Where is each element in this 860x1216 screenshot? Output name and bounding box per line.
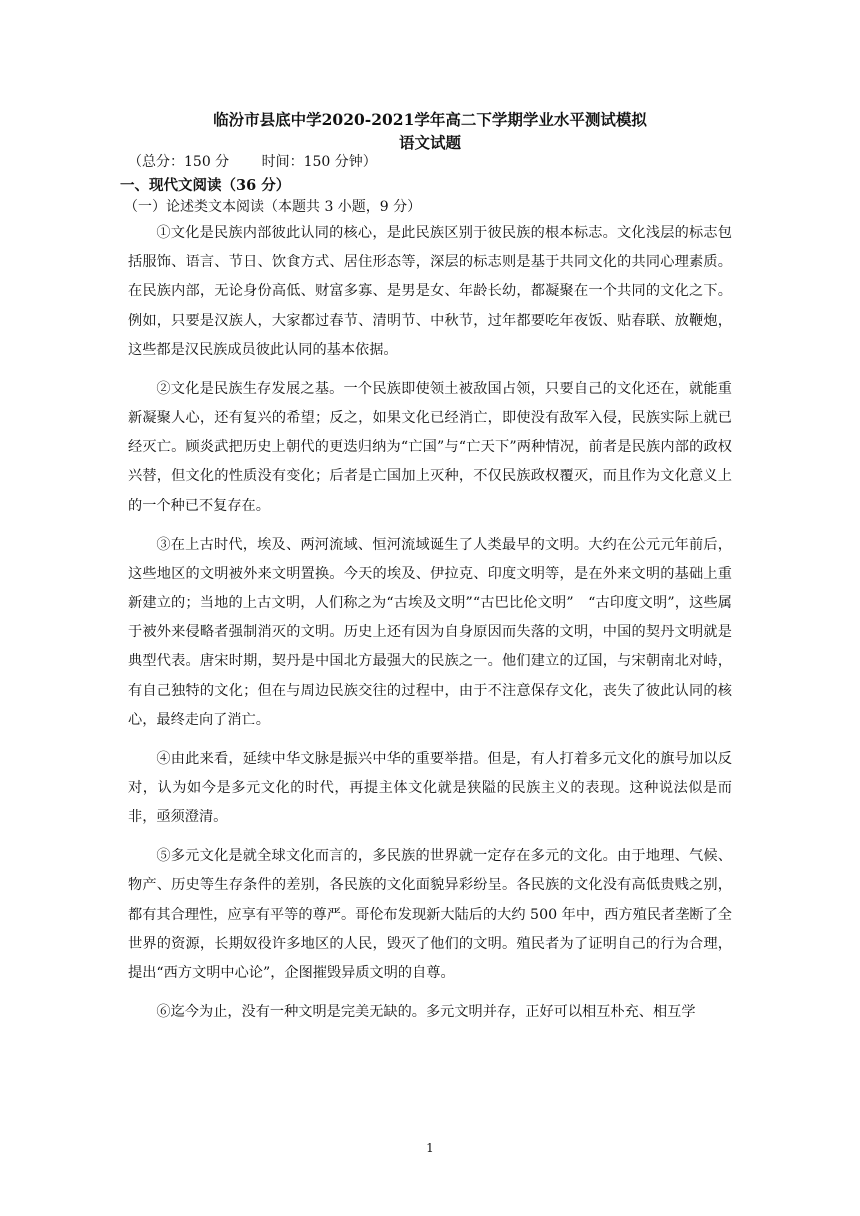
subsection-heading: （一）论述类文本阅读（本题共 3 小题，9 分） [124,199,422,215]
passage-body [128,219,732,1037]
paragraph-6: ⑥迄今为止，没有一种文明是完美无缺的。多元文明并存，正好可以相互朴充、相互学 [156,1004,696,1021]
page-number: 1 [426,1141,434,1155]
exam-subtitle: 语文试题 [398,133,461,152]
section-heading: 一、现代文阅读（36 分） [120,177,291,194]
paragraph-2: ②文化是民族生存发展之基。一个民族即使领土被敌国占领，只要自己的文化还在，就能重新凝聚人心，还有复兴的希望；反之，如果文化已经消亡，即使没有敌军入侵，民族实际上就已经灭亡。顾炎武把历史上朝代的更迭归纳为“亡国”与“亡天下”两种情况，前者是民族内部的政权兴替，但文化的性质没有变化；后者是亡国加上灭种，不仅民族政权覆灭，而且作为文化意义上的一个种已不复存在。 [128,380,732,514]
exam-meta: （总分：150 分 时间：150 分钟） [128,154,377,170]
exam-title: 临汾市县底中学2020-2021学年高二下学期学业水平测试模拟 [213,110,647,129]
paragraph-5: ⑤多元文化是就全球文化而言的，多民族的世界就一定存在多元的文化。由于地理、气候、物产、历史等生存条件的差别，各民族的文化面貌异彩纷呈。各民族的文化没有高低贵贱之别，都有其合理性，应享有平等的尊严。哥伦布发现新大陆后的大约 500 年中，西方殖民者垄断了全世界的资源，长期奴役许多地区的人民，毁灭了他们的文明。殖民者为了证明自己的行为合理，提出“西方文明中心论”，企图摧毁异质文明的自尊。 [128,848,732,982]
paragraph-4: ④由此来看，延续中华文脉是振兴中华的重要举措。但是，有人打着多元文化的旗号加以反对，认为如今是多元文化的时代，再提主体文化就是狭隘的民族主义的表现。这种说法似是而非，亟须澄清。 [128,750,732,826]
paragraph-3: ③在上古时代，埃及、两河流域、恒河流域诞生了人类最早的文明。大约在公元元年前后，这些地区的文明被外来文明置换。今天的埃及、伊拉克、印度文明等，是在外来文明的基础上重新建立的；当地的上古文明，人们称之为“古埃及文明”“古巴比伦文明” “古印度文明”，这些属于被外来侵略者强制消灭的文明。历史上还有因为自身原因而失落的文明，中国的契丹文明就是典型代表。唐宋时期，契丹是中国北方最强大的民族之一。他们建立的辽国，与宋朝南北对峙，有自己独特的文化；但在与周边民族交往的过程中，由于不注意保存文化，丧失了彼此认同的核心，最终走向了消亡。 [128,536,732,728]
paragraph-1: ①文化是民族内部彼此认同的核心，是此民族区别于彼民族的根本标志。文化浅层的标志包括服饰、语言、节日、饮食方式、居住形态等，深层的标志则是基于共同文化的共同心理素质。在民族内部，无论身份高低、财富多寡、是男是女、年龄长幼，都凝聚在一个共同的文化之下。例如，只要是汉族人，大家都过春节、清明节、中秋节，过年都要吃年夜饭、贴春联、放鞭炮，这些都是汉民族成员彼此认同的基本依据。 [128,225,732,358]
